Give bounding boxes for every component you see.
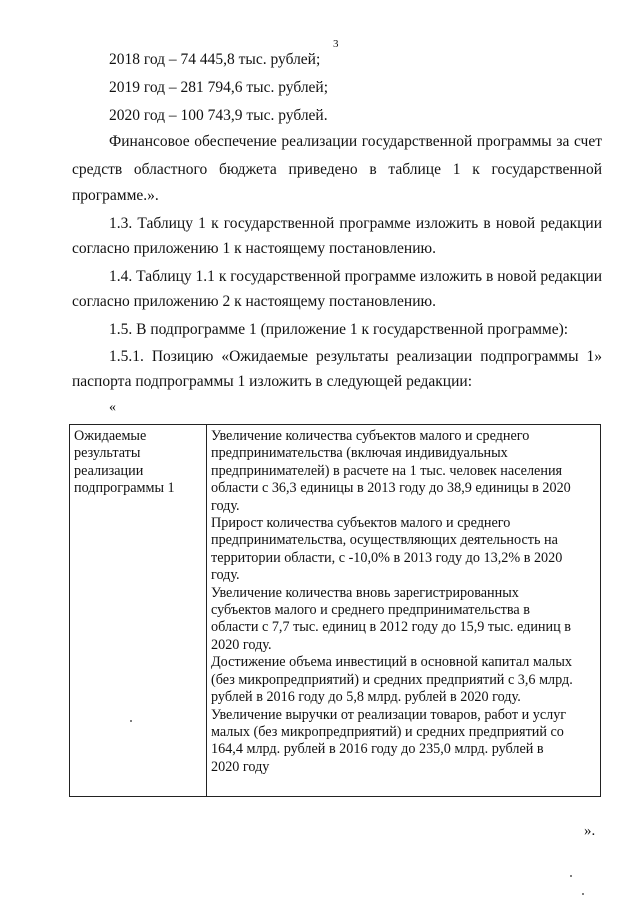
results-cell bbox=[207, 425, 601, 797]
scan-artifact bbox=[130, 720, 132, 722]
funding-line-2020: 2020 год – 100 743,9 тыс. рублей. bbox=[109, 107, 328, 124]
label-line: Ожидаемые bbox=[74, 428, 147, 444]
scan-artifact bbox=[582, 893, 584, 895]
result-line: Достижение объема инвестиций в основной капитал малых bbox=[211, 654, 572, 671]
paragraph-line: согласно приложению 2 к настоящему постановлению. bbox=[72, 293, 436, 310]
result-line: субъектов малого и среднего предпринимательства в bbox=[211, 602, 530, 619]
result-line: рублей в 2016 году до 5,8 млрд. рублей в 2020 году. bbox=[211, 689, 521, 706]
result-line: году. bbox=[211, 497, 240, 514]
result-line: Прирост количества субъектов малого и среднего bbox=[211, 515, 511, 532]
result-line: 164,4 млрд. рублей в 2016 году до 235,0 млрд. рублей в bbox=[211, 741, 544, 758]
closing-quote: ». bbox=[584, 823, 596, 839]
result-line: 2020 году. bbox=[211, 636, 272, 653]
subprogram-passport-table bbox=[69, 424, 601, 797]
result-item-3 bbox=[211, 585, 594, 655]
paragraph-line: 1.5.1. Позицию «Ожидаемые результаты реализации подпрограммы 1» bbox=[109, 348, 602, 365]
paragraph-line: программе.». bbox=[72, 187, 159, 204]
result-line: Увеличение количества вновь зарегистрированных bbox=[211, 584, 519, 601]
result-item-5 bbox=[211, 707, 594, 777]
label-cell bbox=[70, 425, 207, 797]
opening-quote: « bbox=[109, 400, 116, 415]
page-number: 3 bbox=[333, 38, 339, 50]
paragraph-line: 1.3. Таблицу 1 к государственной программе изложить в новой редакции bbox=[109, 215, 602, 232]
paragraph-line: паспорта подпрограммы 1 изложить в следующей редакции: bbox=[72, 373, 472, 390]
result-line: году. bbox=[211, 567, 240, 584]
result-item-2 bbox=[211, 515, 594, 585]
label-line: результаты bbox=[74, 445, 141, 462]
table-row bbox=[70, 425, 601, 797]
item-1-5: 1.5. В подпрограмме 1 (приложение 1 к государственной программе): bbox=[109, 321, 569, 338]
result-line: малых (без микропредприятий) и средних предприятий со bbox=[211, 723, 564, 740]
result-line: Увеличение выручки от реализации товаров, работ и услуг bbox=[211, 706, 567, 723]
result-line: предпринимательства (включая индивидуальных bbox=[211, 445, 508, 462]
result-line: (без микропредприятий) и средних предприятий с 3,6 млрд. bbox=[211, 671, 573, 688]
result-item-1 bbox=[211, 428, 594, 515]
label-line: подпрограммы 1 bbox=[74, 480, 175, 497]
paragraph-line: согласно приложению 1 к настоящему постановлению. bbox=[72, 240, 436, 257]
result-line: предпринимателей) в расчете на 1 тыс. человек населения bbox=[211, 462, 563, 479]
result-item-4 bbox=[211, 654, 594, 706]
result-line: предпринимательства, осуществляющих деятельность на bbox=[211, 532, 558, 549]
scan-artifact bbox=[570, 875, 572, 877]
paragraph-line: Финансовое обеспечение реализации государственной программы за счет bbox=[109, 133, 602, 150]
label-line: реализации bbox=[74, 462, 144, 479]
result-line: Увеличение количества субъектов малого и среднего bbox=[211, 428, 530, 444]
paragraph-line: 1.4. Таблицу 1.1 к государственной программе изложить в новой редакции bbox=[109, 268, 602, 285]
funding-line-2018: 2018 год – 74 445,8 тыс. рублей; bbox=[109, 51, 321, 68]
funding-line-2019: 2019 год – 281 794,6 тыс. рублей; bbox=[109, 79, 329, 96]
result-line: 2020 году bbox=[211, 758, 270, 775]
result-line: области с 7,7 тыс. единиц в 2012 году до 15,9 тыс. единиц в bbox=[211, 619, 571, 636]
result-line: территории области, с -10,0% в 2013 году до 13,2% в 2020 bbox=[211, 549, 563, 566]
result-line: области с 36,3 единицы в 2013 году до 38,9 единицы в 2020 bbox=[211, 480, 571, 497]
paragraph-line: средств областного бюджета приведено в таблице 1 к государственной bbox=[72, 161, 602, 178]
